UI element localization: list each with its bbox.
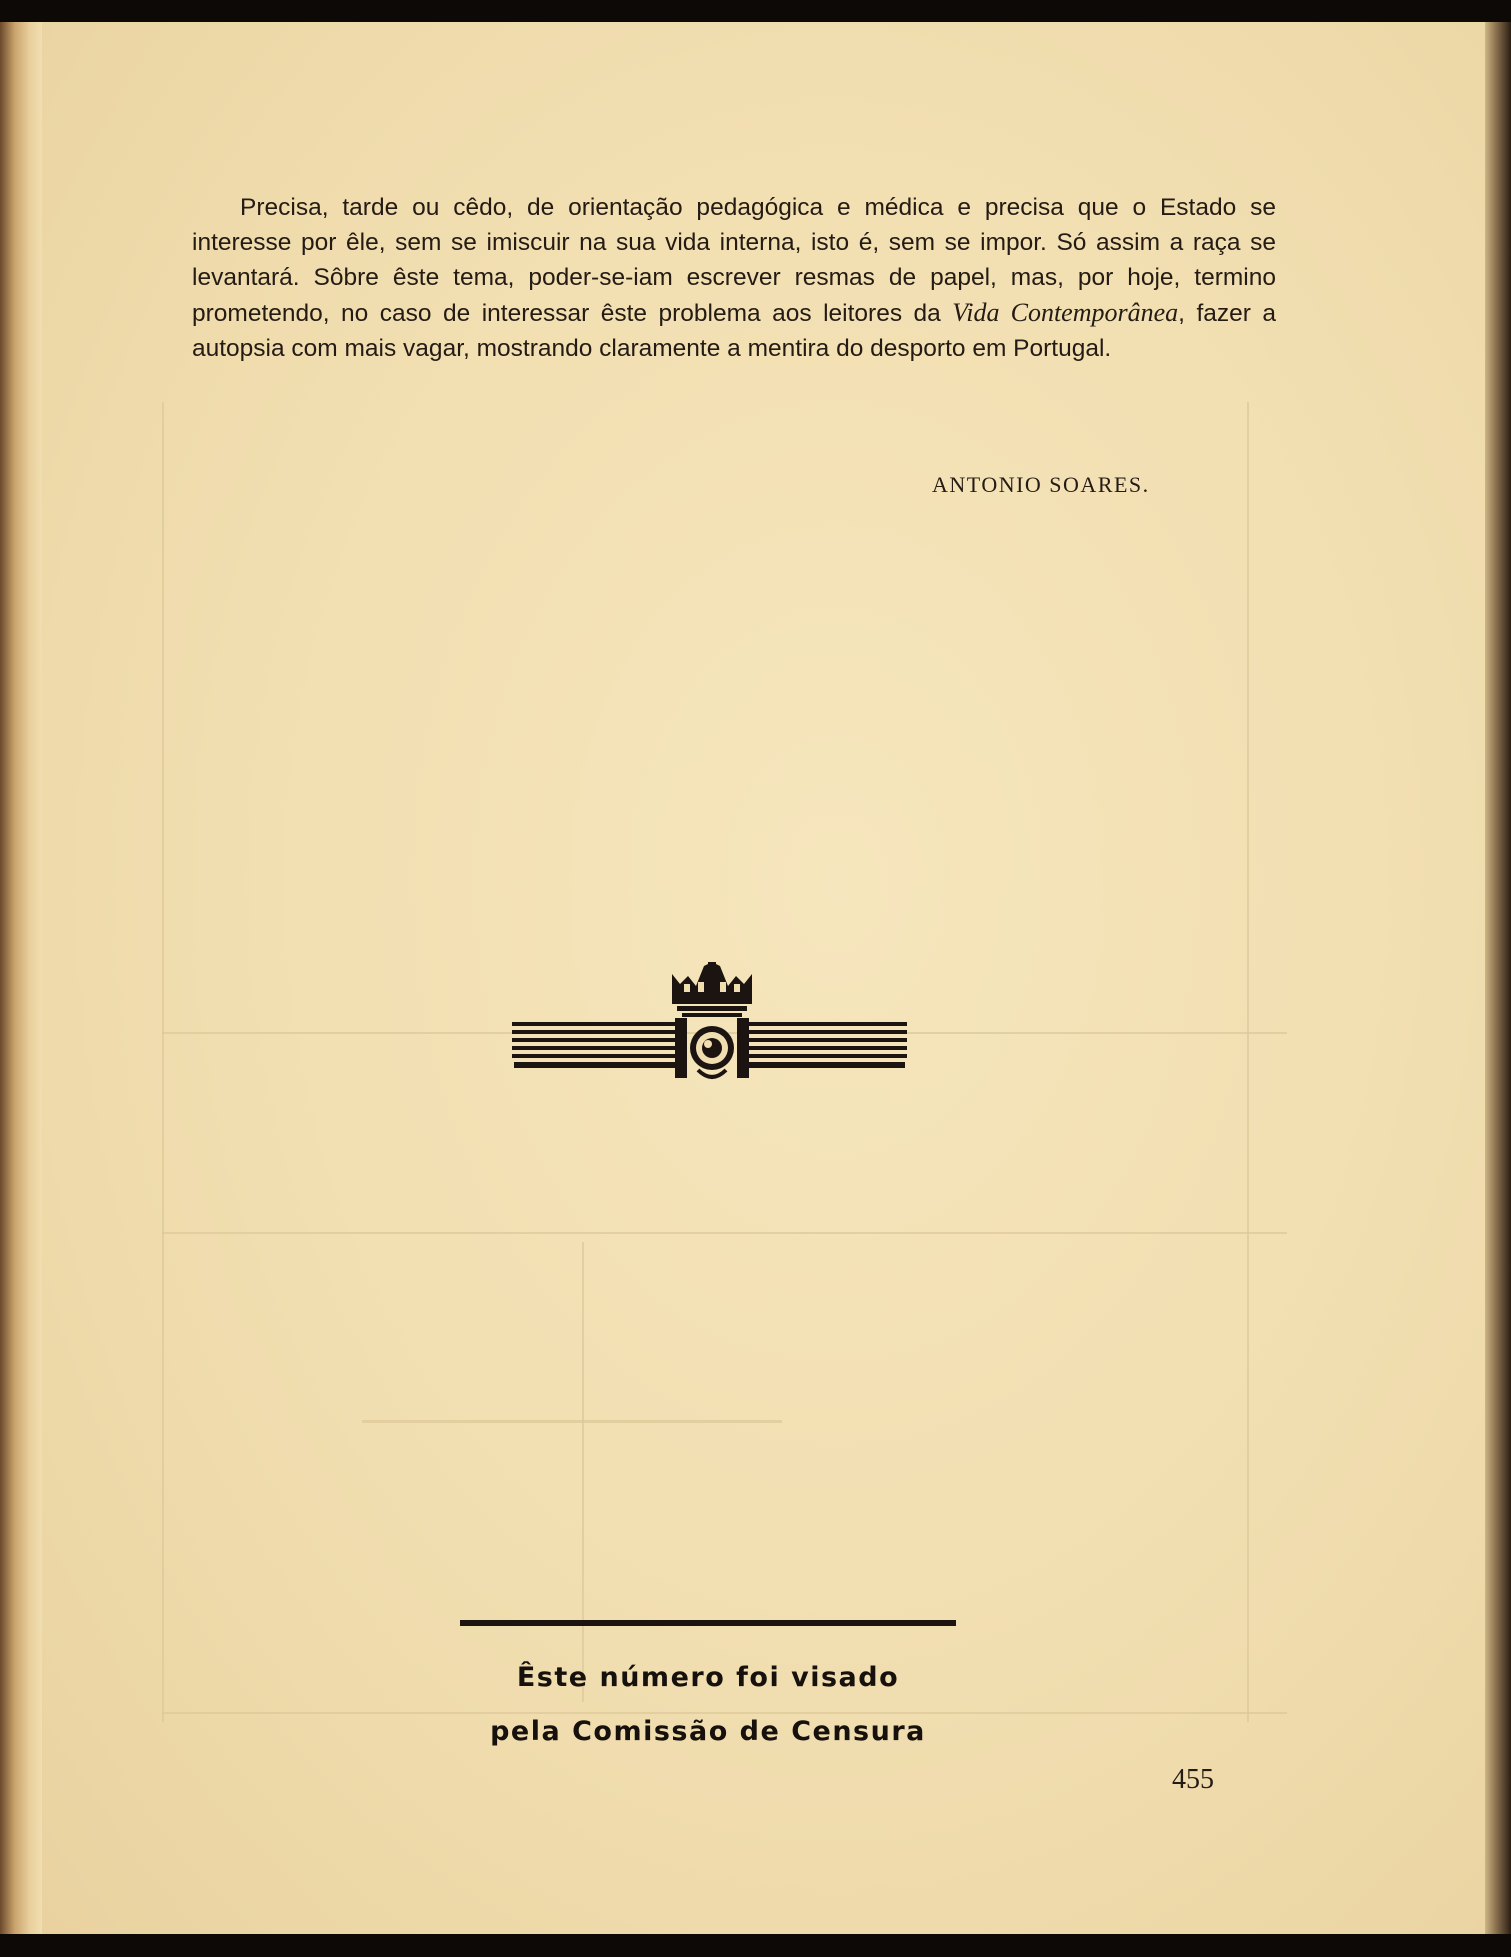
ornamental-arch-icon xyxy=(512,962,912,1092)
page-binding xyxy=(0,22,42,1934)
bleed-through-rule xyxy=(1247,402,1249,1722)
article-paragraph xyxy=(192,190,1276,366)
page-number: 455 xyxy=(1172,1764,1214,1795)
document-page xyxy=(42,22,1485,1934)
bleed-through-rule xyxy=(362,1420,782,1423)
author-signature: ANTONIO SOARES. xyxy=(932,472,1150,497)
notice-rule xyxy=(460,1620,956,1626)
censorship-notice-line1: Êste número foi visado xyxy=(516,1662,900,1693)
bleed-through-rule xyxy=(162,1712,1287,1714)
publication-title: Vida Contemporânea xyxy=(952,298,1179,327)
censorship-notice-line2: pela Comissão de Censura xyxy=(490,1716,926,1747)
bleed-through-rule xyxy=(162,1232,1287,1234)
bleed-through-rule xyxy=(162,402,164,1722)
bleed-through-rule xyxy=(582,1242,584,1702)
paragraph-text-end: , fazer a autopsia com mais vagar, mostrando claramente a mentira do desporto em Portugal. xyxy=(192,300,1277,362)
paragraph-text-start: Precisa, tarde ou cêdo, de orientação pedagógica e médica e precisa que o Estado se interesse por êle, sem se imiscuir na sua vida interna, isto é, sem se impor. Só assim a raça se levantará. Sôbre êste tema, poder-se-iam escrever resmas de papel, mas, por hoje, termino prometendo, no caso de interessar êste problema aos leitores da xyxy=(192,194,1276,327)
page-edge xyxy=(1485,22,1511,1934)
